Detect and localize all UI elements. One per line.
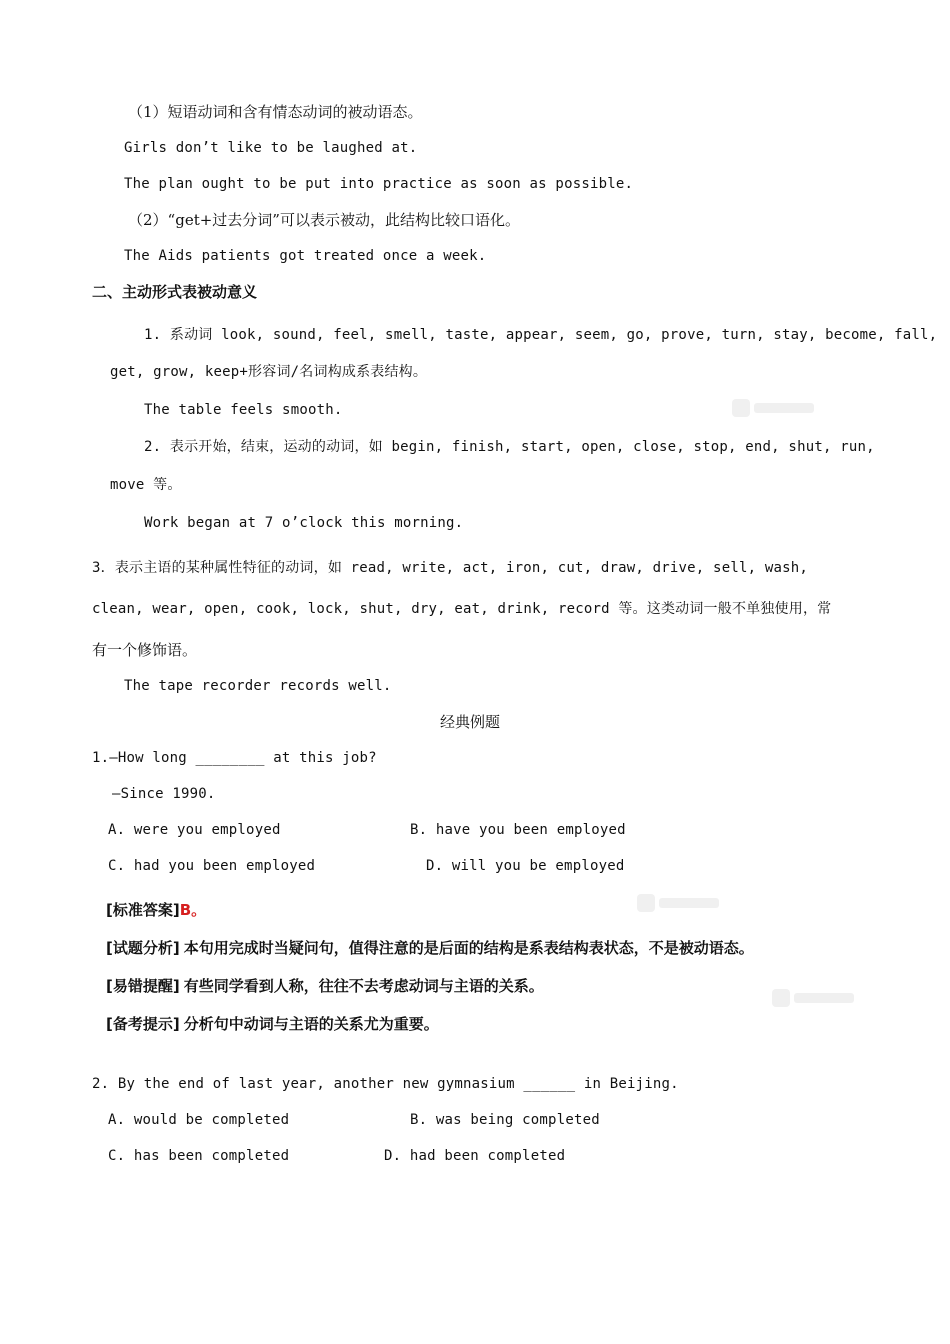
q1-answer-row [106, 900, 206, 920]
answer-value: B。 [179, 901, 207, 919]
q1-analysis-row [106, 938, 754, 958]
q1-option-c: C. had you been employed [108, 858, 316, 874]
q2-option-c: C. has been completed [108, 1148, 290, 1164]
q1-option-a: A. were you employed [108, 822, 281, 838]
q1-error-row [106, 976, 544, 996]
p1-line1: 1. 系动词 look, sound, feel, smell, taste, appear, seem, go, prove, turn, stay, become, fall, [144, 327, 938, 343]
q2-option-b: B. was being completed [410, 1112, 600, 1128]
p3-line3: 有一个修饰语。 [92, 641, 198, 659]
tip-label: [备考提示] [106, 1015, 180, 1033]
error-text: 有些同学看到人称，往往不去考虑动词与主语的关系。 [183, 977, 544, 995]
watermark-logo [635, 890, 725, 916]
p2-example: Work began at 7 o’clock this morning. [144, 515, 464, 531]
answer-label: [标准答案] [106, 901, 180, 919]
p1-example: The table feels smooth. [144, 402, 343, 418]
section2-heading: 二、主动形式表被动意义 [92, 283, 258, 301]
q1-reply: —Since 1990. [112, 786, 216, 802]
item1-example-2: The plan ought to be put into practice as soon as possible. [124, 176, 634, 192]
item2-title: （2）“get+过去分词”可以表示被动，此结构比较口语化。 [128, 211, 520, 229]
p3-line1: 3．表示主语的某种属性特征的动词，如 read, write, act, iron, cut, draw, drive, sell, wash, [92, 560, 808, 576]
analysis-label: [试题分析] [106, 939, 180, 957]
q1-option-d: D. will you be employed [426, 858, 625, 874]
q2-option-a: A. would be completed [108, 1112, 290, 1128]
p2-line2: move 等。 [110, 477, 182, 493]
p3-example: The tape recorder records well. [124, 678, 392, 694]
error-label: [易错提醒] [106, 977, 180, 995]
item1-title: （1）短语动词和含有情态动词的被动语态。 [128, 103, 423, 121]
watermark-logo [730, 395, 820, 421]
p3-line2: clean, wear, open, cook, lock, shut, dry, eat, drink, record 等。这类动词一般不单独使用，常 [92, 601, 832, 617]
p2-line1: 2. 表示开始，结束，运动的动词，如 begin, finish, start, open, close, stop, end, shut, run, [144, 439, 875, 455]
q1-option-b: B. have you been employed [410, 822, 626, 838]
q1-tip-row [106, 1014, 439, 1034]
q1-stem: 1.—How long ________ at this job? [92, 750, 377, 766]
item2-example-1: The Aids patients got treated once a week. [124, 248, 487, 264]
watermark-logo [770, 985, 860, 1011]
analysis-text: 本句用完成时当疑问句，值得注意的是后面的结构是系表结构表状态，不是被动语态。 [183, 939, 754, 957]
p1-line2: get, grow, keep+形容词/名词构成系表结构。 [110, 364, 428, 380]
tip-text: 分析句中动词与主语的关系尤为重要。 [183, 1015, 439, 1033]
item1-example-1: Girls don’t like to be laughed at. [124, 140, 418, 156]
q2-option-d: D. had been completed [384, 1148, 566, 1164]
examples-heading: 经典例题 [440, 713, 501, 731]
q2-stem: 2. By the end of last year, another new gymnasium ______ in Beijing. [92, 1076, 679, 1092]
